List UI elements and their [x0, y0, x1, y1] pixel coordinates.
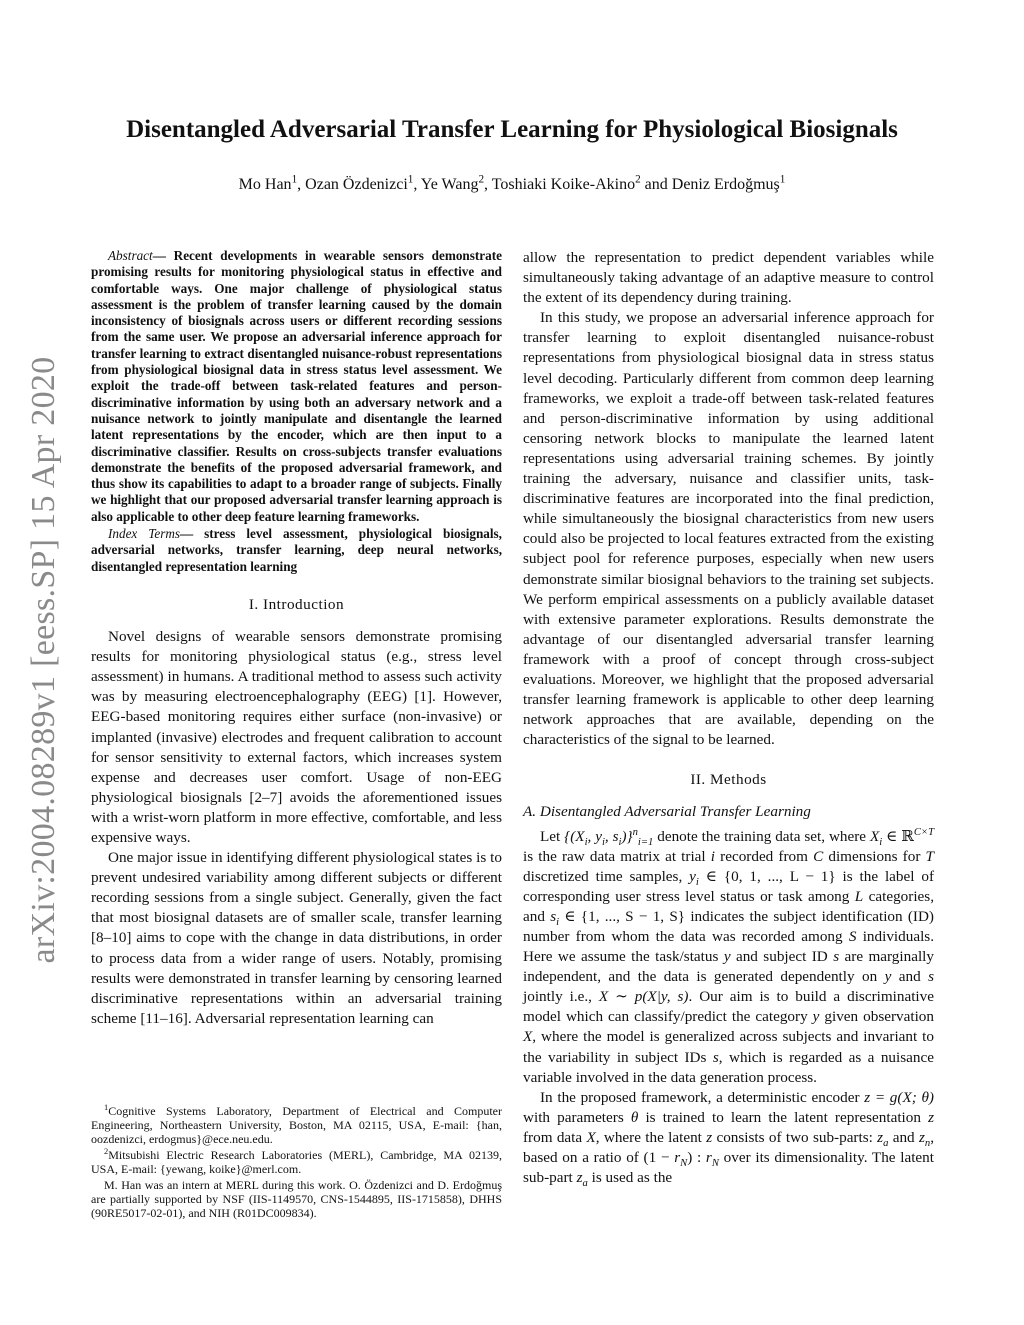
text-run: ∈ ℝ	[882, 827, 914, 845]
text-run: , based on a ratio of (1 −	[523, 1128, 935, 1167]
paragraph	[523, 1088, 934, 1188]
math-run: y	[812, 1008, 820, 1026]
text-run: ∈ {0, 1, ..., L − 1} is the label of corresponding user stress level status or task among	[523, 867, 935, 905]
text-run: is used as the	[587, 1169, 673, 1187]
paragraph: In this study, we propose an adversarial inference approach for transfer learning to exploit disentangled nuisance-robust representations from physiological biosignal data in stress status level decoding. Particularly different from common deep learning frameworks, we exploit a trade-off between task-related features and person-discriminative information by using additional censoring network blocks to manipulate the learned latent representations using adversarial training schemes. By jointly training the adversary, nuisance and classifier units, task-discriminative features are incorporated into the final prediction, while simultaneously the biosignal characteristics from new users could also be projected to local features extracted from the existing subject pool for reference purposes, especially when new users demonstrate similar biosignal behaviors to the training set subjects. We perform empirical assessments on a publicly available dataset with extensive parameter explorations. Results demonstrate the advantage of our disentangled adversarial transfer learning framework with a proof of concept through cross-subject evaluations. Moreover, we highlight that the proposed adversarial transfer learning framework is applicable to other deep learning network approaches that are available, depending on the characteristics of the signal to be learned.	[523, 309, 934, 749]
math-run: $z_a$	[877, 1128, 889, 1149]
author-affiliation-mark: 2	[478, 173, 485, 186]
text-run: and subject ID	[730, 948, 834, 966]
arxiv-sidebar-stamp	[18, 340, 70, 980]
footnote-affiliation-2	[91, 1148, 502, 1176]
author-name: , Toshiaki Koike-Akino	[484, 176, 636, 193]
text-run: . Our aim is to build a discriminative model which can classify/predict the category	[523, 988, 934, 1026]
text-run: , where the model is generalized across subjects and invariant to the variability in subject IDs	[523, 1028, 934, 1066]
math-run: $X_i$	[869, 827, 883, 848]
paper-title: Disentangled Adversarial Transfer Learning for Physiological Biosignals	[126, 116, 898, 143]
left-column	[91, 248, 502, 1029]
abstract-text: — Recent developments in wearable sensors demonstrate promising results for monitoring physiological status in effective and comfortable ways. One major challenge of physiological status assessment is the problem of transfer learning caused by the domain inconsistency of biosignals across users or different recording sessions from the same user. We propose an adversarial inference approach for transfer learning to extract disentangled nuisance-robust representations from physiological biosignal data in stress status level assessment. We exploit the trade-off between task-related features and person-discriminative information by using both an adversary network and a nuisance network to jointly manipulate and disentangle the learned latent representations by the encoder, which are then input to a discriminative classifier. Results on cross-subjects transfer evaluations demonstrate the benefits of the proposed adversarial framework, and thus show its capabilities to adapt to a broader range of subjects. Finally we highlight that our proposed adversarial transfer learning approach is also applicable to other deep feature learning frameworks.	[91, 248, 502, 524]
math-run: $z_n$	[918, 1128, 931, 1149]
author-list	[60, 173, 964, 194]
subsection-heading: A. Disentangled Adversarial Transfer Learning	[523, 803, 811, 821]
math-run: y	[723, 948, 731, 966]
author-affiliation-mark: 1	[779, 173, 786, 186]
paragraph: Novel designs of wearable sensors demonstrate promising results for monitoring physiological status (e.g., stress level assessment) in humans. A traditional method to assess such activity was by measuring electroencephalography (EEG) [1]. However, EEG-based monitoring requires either surface (non-invasive) or implanted (invasive) electrodes and frequent calibration to account for sensor sensitivity to external factors, which increases system expense and decreases user comfort. Usage of non-EEG physiological biosignals [2–7] avoids the aforementioned issues with a wrist-worn platform in more effective, comfortable, and less expensive ways.	[91, 628, 502, 846]
math-run: θ	[630, 1108, 639, 1126]
math-run: $r_N$	[705, 1149, 719, 1170]
text-run: In the proposed framework, a deterministic encoder	[540, 1088, 865, 1106]
author-name: and Deniz Erdoğmuş	[640, 176, 780, 193]
text-run: dimensions for	[823, 847, 926, 865]
math-run: {($X_i$, $y_i$, $s_i)\}^n_{i=1}$	[564, 826, 654, 848]
footnote-text: Cognitive Systems Laboratory, Department of Electrical and Computer Engineering, Northeastern University, Boston, MA 02115, USA, E-mail: {han, oozdenizci, erdogmus}@ece.neu.edu.	[91, 1104, 502, 1146]
text-run: are marginally independent, and the data is generated dependently on	[523, 948, 934, 986]
text-run: individuals. Here we assume the task/status	[523, 928, 935, 966]
text-run: , where the latent	[595, 1128, 707, 1146]
text-run: with parameters	[523, 1108, 631, 1126]
footnote-mark: 2	[104, 1147, 109, 1156]
author-affiliation-mark: 1	[407, 173, 414, 186]
text-run: recorded from	[715, 847, 814, 865]
text-run: given observation	[819, 1008, 934, 1026]
text-run: ) :	[687, 1149, 706, 1167]
text-run: consists of two sub-parts:	[712, 1128, 878, 1146]
math-run: C	[813, 847, 824, 865]
section-heading-introduction: I. Introduction	[248, 595, 345, 613]
text-run: is trained to learn the latent representation	[638, 1108, 929, 1126]
math-run: $y_i$	[689, 867, 699, 888]
text-run: over its dimensionality. The latent sub-part	[523, 1149, 934, 1187]
text-run: and	[891, 968, 929, 986]
text-run: is the raw data matrix at trial	[523, 847, 711, 865]
math-run: C×T	[913, 826, 934, 838]
math-run: $r_N$	[674, 1149, 688, 1170]
math-run: $s_i$	[550, 907, 560, 928]
paragraph: One major issue in identifying different physiological states is to prevent undesired variability among different subjects or different recording sessions from a single subject. Generally, given the fact that most biosignal datasets are of smaller scale, transfer learning [8–10] aims to cope with the change in data distributions, in order to process data from a wider range of users. Notably, promising results were demonstrated in transfer learning by censoring learned discriminative representations within an adversarial training scheme [11–16]. Adversarial representation learning can	[91, 849, 502, 1027]
math-run: X	[523, 1028, 533, 1046]
footnote-text: Mitsubishi Electric Research Laboratories (MERL), Cambridge, MA 02139, USA, E-mail: {yewang, koike}@merl.com.	[91, 1148, 502, 1176]
author-affiliation-mark: 2	[635, 173, 641, 186]
text-run: jointly i.e.,	[523, 988, 599, 1006]
math-run: $z_a$	[576, 1169, 588, 1190]
index-terms-text: — stress level assessment, physiological biosignals, adversarial networks, transfer learning, deep neural networks, disentangled representation learning	[91, 526, 502, 574]
math-run: i	[710, 847, 716, 865]
math-run: z	[928, 1108, 934, 1126]
footnote-funding: M. Han was an intern at MERL during this work. O. Özdenizci and D. Erdoğmuş are partially supported by NSF (IIS-1149570, CNS-1544895, IIS-1715858), DHHS (90RE5017-02-01), and NIH (R01DC009834).	[91, 1178, 502, 1220]
text-run: Let	[540, 827, 561, 845]
index-terms-label: Index Terms	[108, 526, 181, 542]
math-run: z = g(X; θ)	[864, 1088, 934, 1106]
footnote-affiliation-1	[91, 1104, 502, 1146]
author-name: , Ozan Özdenizci	[297, 176, 408, 193]
text-run: and	[888, 1128, 919, 1146]
math-run: X ∼ p(X|y, s)	[598, 988, 689, 1006]
text-run: from data	[523, 1128, 587, 1146]
math-run: s	[928, 968, 934, 986]
author-name: , Ye Wang	[413, 176, 479, 193]
paragraph	[523, 827, 934, 1088]
footnotes	[91, 1104, 502, 1222]
footnote-mark: 1	[104, 1103, 109, 1112]
author-affiliation-mark: 1	[291, 173, 298, 186]
abstract-label: Abstract	[108, 248, 153, 263]
arxiv-identifier: arXiv:2004.08289v1 [eess.SP] 15 Apr 2020	[25, 356, 62, 964]
math-run: y	[884, 968, 892, 986]
text-run: categories, and	[523, 887, 934, 925]
math-run: s	[712, 1048, 719, 1066]
author-name: Mo Han	[238, 176, 292, 193]
math-run: S	[848, 928, 857, 945]
math-run: s	[833, 948, 840, 966]
math-run: X	[586, 1128, 596, 1146]
text-run: discretized time samples,	[523, 867, 690, 885]
math-run: z	[706, 1128, 713, 1146]
math-run: L	[854, 887, 864, 905]
right-column	[523, 248, 934, 1188]
text-run: , which is regarded as a nuisance variable involved in the data generation process.	[523, 1048, 934, 1086]
paragraph: allow the representation to predict dependent variables while simultaneously taking advantage of an adaptive measure to control the extent of its dependency during training.	[523, 249, 934, 307]
index-terms	[91, 526, 502, 575]
section-heading-methods: II. Methods	[690, 771, 767, 789]
abstract	[91, 248, 502, 525]
text-run: denote the training data set, where	[653, 827, 870, 845]
math-run: T	[925, 847, 934, 865]
text-run: ∈ {1, ..., S − 1, S} indicates the subject identification (ID) number from whom the data was recorded among	[523, 907, 934, 945]
